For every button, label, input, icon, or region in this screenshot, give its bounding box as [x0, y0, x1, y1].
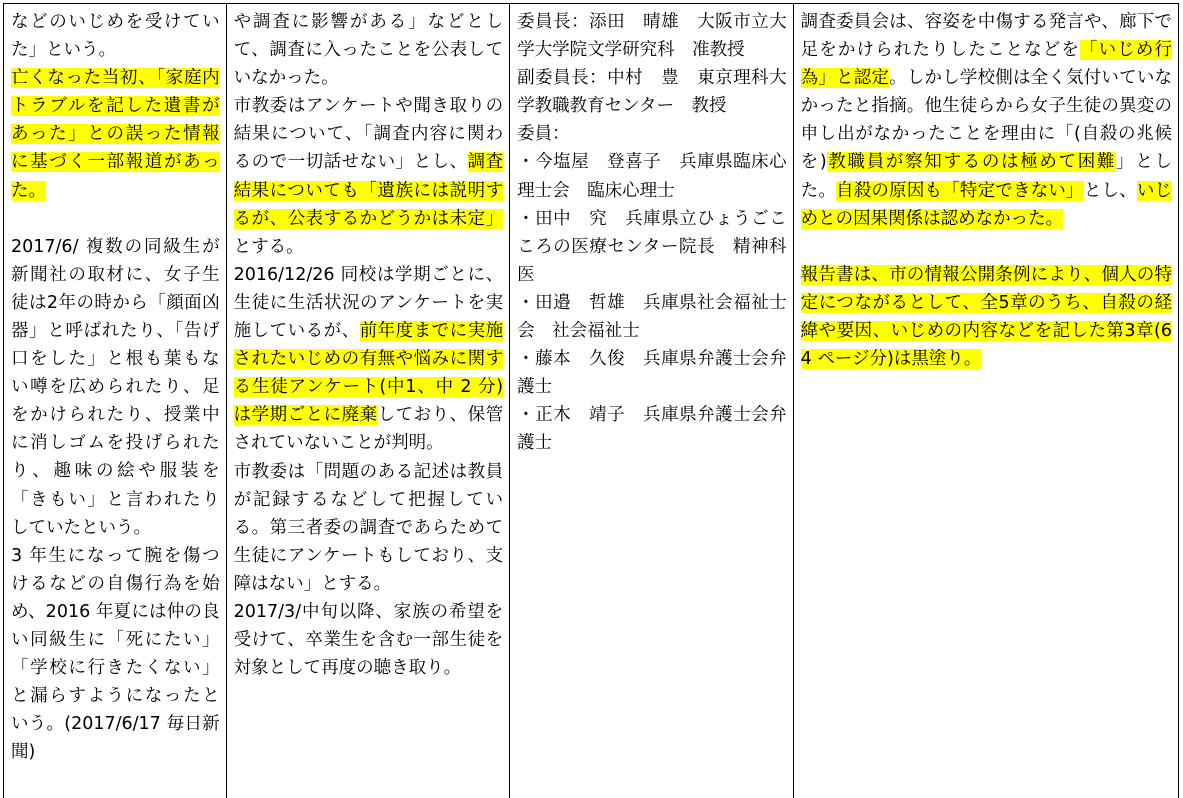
- table-column-3: [510, 4, 794, 798]
- text-run: しており、保管されていないことが判明。: [233, 405, 504, 454]
- text-run: とする。: [233, 236, 304, 257]
- committee-line: 副委員長：中村 豊 東京理科大学教職教育センター 教授: [517, 68, 787, 117]
- paragraph: [234, 261, 504, 458]
- highlighted-text: 「いじめ行為」と認定: [800, 40, 1173, 89]
- committee-line: ・正木 靖子 兵庫県弁護士会弁護士: [517, 405, 787, 454]
- paragraph: [11, 64, 220, 204]
- text-run: 」とした。: [800, 152, 1173, 201]
- text-run: 調査委員会は、容姿を中傷する発言や、廊下で足をかけられたりしたことなどを: [800, 12, 1172, 61]
- committee-line: ・藤本 久俊 兵庫県弁護士会弁護士: [517, 349, 787, 398]
- paragraph: 2017/3/中旬以降、家族の希望を受けて、卒業生を含む一部生徒を対象として再度の聴き取り。: [233, 601, 504, 679]
- highlighted-text: 前年度までに実施されたいじめの有無や悩みに関する生徒アンケート(中1、中 2 分)は学期ごとに廃棄: [233, 321, 504, 426]
- paragraph: 3 年生になって腕を傷つけるなどの自傷行為を始め、2016 年夏には仲の良い同級生に「死にたい」「学校に行きたくない」と漏らすようになったという。(2017/6/17 毎日新聞): [11, 545, 220, 763]
- committee-line: 委員：: [517, 124, 570, 145]
- highlighted-text: 亡くなった当初、「家庭内トラブルを記した遺書があった」との誤った情報に基づく一部報道があった。: [11, 68, 220, 201]
- highlighted-text: 自殺の原因も「特定できない」: [836, 180, 1084, 201]
- paragraph: [234, 92, 504, 261]
- highlighted-text: いじめとの因果関係は認めなかった。: [800, 180, 1173, 229]
- committee-line: 委員長：添田 晴雄 大阪市立大学大学院文学研究科 准教授: [517, 12, 787, 61]
- paragraph: [801, 8, 1172, 233]
- text-run: 2016/12/26 同校は学期ごとに、生徒に生活状況のアンケートを実施しているが、: [233, 264, 504, 342]
- table-column-1: [4, 4, 227, 798]
- highlighted-text: 調査結果についても「遺族には説明するが、公表するかどうかは未定」: [233, 152, 504, 229]
- paragraph: 2017/6/ 複数の同級生が新聞社の取材に、女子生徒は2年の時から「顔面凶器」と呼ばれたり、「告げ口をした」と根も葉もない噂を広められたり、足をかけられたり、授業中に消しゴムを投げられたり、趣味の絵や服装を「きもい」と言われたりしていたという。: [11, 236, 220, 538]
- document-table: [3, 3, 1179, 798]
- highlighted-text: 教職員が察知するのは極めて困難: [826, 152, 1117, 173]
- highlighted-text: 報告書は、市の情報公開条例により、個人の特定につながるとして、全5章のうち、自殺の経緯や要因、いじめの内容などを記した第3章(64 ページ分)は黒塗り。: [800, 264, 1172, 370]
- paragraph: や調査に影響がある」などとして、調査に入ったことを公表していなかった。: [233, 12, 504, 89]
- text-run: 市教委はアンケートや聞き取りの結果について、「調査内容に関わるので一切話せない」とし、: [233, 96, 504, 173]
- spacer: [801, 233, 1172, 261]
- spacer: [11, 205, 220, 233]
- paragraph: [801, 261, 1172, 373]
- text-run: 。しかし学校側は全く気付いていなかったと指摘。他生徒らから女子生徒の異変の申し出がなかったことを理由に「(自殺の兆候を): [800, 68, 1173, 173]
- table-column-2: [227, 4, 511, 798]
- table-column-4: [794, 4, 1178, 798]
- committee-line: ・田中 究 兵庫県立ひょうごこころの医療センター院長 精神科医: [517, 208, 787, 285]
- paragraph: などのいじめを受けていた」という。: [11, 12, 220, 61]
- committee-line: ・田邉 哲雄 兵庫県社会福祉士会 社会福祉士: [517, 292, 787, 342]
- committee-line: ・今塩屋 登喜子 兵庫県臨床心理士会 臨床心理士: [517, 152, 787, 201]
- paragraph: 市教委は「問題のある記述は教員が記録するなどして把握している。第三者委の調査であらためて生徒にアンケートもしており、支障はない」とする。: [233, 461, 504, 594]
- text-run: とし、: [1083, 180, 1137, 201]
